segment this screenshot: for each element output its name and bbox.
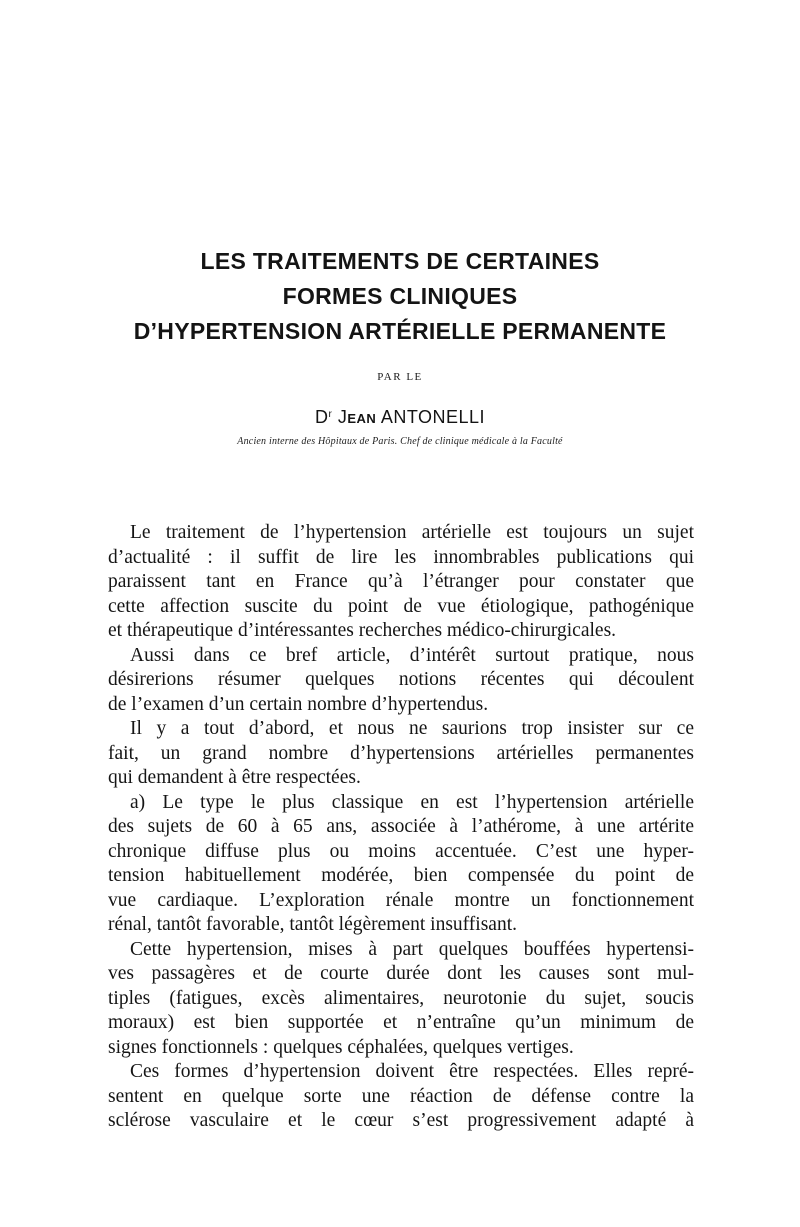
body-line: Cette hypertension, mises à part quelques bouffées hypertensi- xyxy=(130,938,694,960)
author-title-sup: r xyxy=(328,409,333,420)
body-line: Ces formes d’hypertension doivent être respectées. Elles repré- xyxy=(130,1061,694,1082)
body-line: tiples (fatigues, excès alimentaires, neurotonie du sujet, soucis xyxy=(108,987,694,1009)
body-line: Il y a tout d’abord, et nous ne saurions trop insister sur ce xyxy=(130,718,694,739)
body-line: qui demandent à être respectées. xyxy=(108,767,361,788)
author-affiliation: Ancien interne des Hôpitaux de Paris. Chef de clinique médicale à la Faculté xyxy=(237,436,563,447)
body-text xyxy=(108,521,694,1134)
article-title xyxy=(100,244,700,349)
body-line: fait, un grand nombre d’hypertensions artérielles permanentes xyxy=(108,742,694,764)
author-first-rest: EAN xyxy=(347,411,377,426)
body-line: tension habituellement modérée, bien compensée du point de xyxy=(108,865,694,886)
author-last-name: ANTONELLI xyxy=(380,407,486,427)
body-line: et thérapeutique d’intéressantes recherches médico-chirurgicales. xyxy=(108,620,617,641)
title-line-1: LES TRAITEMENTS DE CERTAINES xyxy=(200,248,600,274)
body-line: vue cardiaque. L’exploration rénale montre un fonctionnement xyxy=(108,889,694,911)
body-line: a) Le type le plus classique en est l’hypertension artérielle xyxy=(130,791,694,813)
body-line: paraissent tant en France qu’à l’étranger pour constater que xyxy=(108,571,694,592)
body-line: sentent en quelque sorte une réaction de défense contre la xyxy=(108,1085,694,1107)
body-line: ves passagères et de courte durée dont les causes sont mul- xyxy=(108,963,694,984)
body-line: des sujets de 60 à 65 ans, associée à l’athérome, à une artérite xyxy=(108,816,694,837)
author-title: D xyxy=(314,407,329,427)
body-line: moraux) est bien supportée et n’entraîne qu’un minimum de xyxy=(108,1012,694,1033)
author-first-initial: J xyxy=(337,407,348,427)
title-line-3: D’HYPERTENSION ARTÉRIELLE PERMANENTE xyxy=(133,318,667,344)
body-line: signes fonctionnels : quelques céphalées, quelques vertiges. xyxy=(108,1036,574,1058)
byline-prefix: PAR LE xyxy=(377,371,423,383)
body-line: sclérose vasculaire et le cœur s’est progressivement adapté à xyxy=(108,1110,694,1131)
body-line: cette affection suscite du point de vue étiologique, pathogénique xyxy=(108,595,694,617)
title-line-2: FORMES CLINIQUES xyxy=(282,283,518,309)
body-line: Le traitement de l’hypertension artérielle est toujours un sujet xyxy=(130,522,694,543)
body-line: de l’examen d’un certain nombre d’hypertendus. xyxy=(108,693,489,715)
author-name xyxy=(200,407,600,428)
body-line: Aussi dans ce bref article, d’intérêt surtout pratique, nous xyxy=(130,644,694,666)
body-line: d’actualité : il suffit de lire les innombrables publications qui xyxy=(108,546,694,568)
body-line: rénal, tantôt favorable, tantôt légèrement insuffisant. xyxy=(108,914,517,935)
body-line: désirerions résumer quelques notions récentes qui découlent xyxy=(108,669,694,690)
body-line: chronique diffuse plus ou moins accentuée. C’est une hyper- xyxy=(108,840,694,862)
